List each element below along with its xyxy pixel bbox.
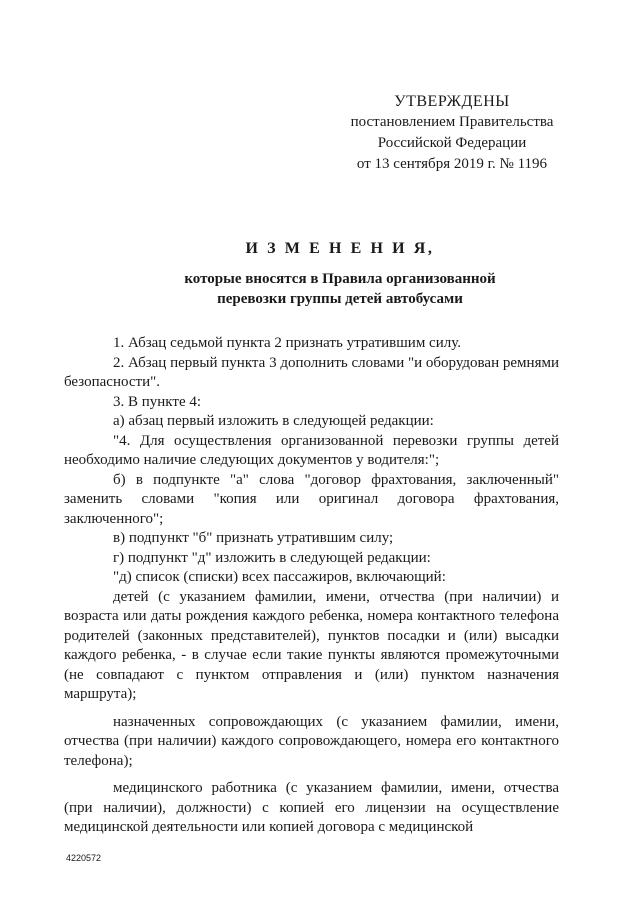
document-body bbox=[64, 334, 559, 838]
paragraph: 3. В пункте 4: bbox=[113, 393, 202, 410]
paragraph: "д) список (списки) всех пассажиров, включающий: bbox=[113, 569, 446, 585]
paragraph: 1. Абзац седьмой пункта 2 признать утратившим силу. bbox=[113, 335, 461, 351]
paragraph: медицинского работника (с указанием фамилии, имени, отчества (при наличии), должности) с копией его лицензии на осуществление медицинской деятельности или копией договора с медицинской bbox=[64, 780, 559, 835]
paragraph: "4. Для осуществления организованной перевозки группы детей необходимо наличие следующих документов у водителя:"; bbox=[64, 432, 559, 468]
document-title bbox=[60, 239, 620, 309]
paragraph: назначенных сопровождающих (с указанием фамилии, имени, отчества (при наличии) каждого сопровождающего, номера его контактного телефона); bbox=[64, 713, 559, 769]
approval-heading: УТВЕРЖДЕНЫ bbox=[394, 93, 510, 110]
document-code: 4220572 bbox=[66, 853, 102, 863]
paragraph: а) абзац первый изложить в следующей редакции: bbox=[113, 413, 434, 429]
paragraph: г) подпункт "д" изложить в следующей редакции: bbox=[113, 549, 431, 566]
paragraph: 2. Абзац первый пункта 3 дополнить словами "и оборудован ремнями безопасности". bbox=[64, 354, 559, 390]
paragraph: б) в подпункте "а" слова "договор фрахтования, заключенный" заменить словами "копия или оригинал договора фрахтования, заключенного"; bbox=[64, 471, 559, 527]
approval-stamp bbox=[336, 91, 568, 175]
title-subtitle-1: которые вносятся в Правила организованной bbox=[184, 271, 496, 287]
approval-line-1: постановлением Правительства bbox=[350, 114, 554, 130]
approval-line-2: Российской Федерации bbox=[377, 135, 527, 151]
paragraph: детей (с указанием фамилии, имени, отчества (при наличии) и возраста или даты рождения каждого ребенка, номера контактного телефона родителей (законных представителей), пунктов посадки и (или) высадки каждого ребенка, - в случае если такие пункты являются промежуточными (не совпадают с пунктом отправления и (или) пунктом назначения маршрута); bbox=[64, 588, 559, 702]
title-subtitle-2: перевозки группы детей автобусами bbox=[217, 291, 463, 307]
approval-line-3: от 13 сентября 2019 г. № 1196 bbox=[356, 156, 548, 172]
title-main: И З М Е Н Е Н И Я, bbox=[245, 240, 435, 257]
paragraph: в) подпункт "б" признать утратившим силу; bbox=[113, 530, 394, 546]
